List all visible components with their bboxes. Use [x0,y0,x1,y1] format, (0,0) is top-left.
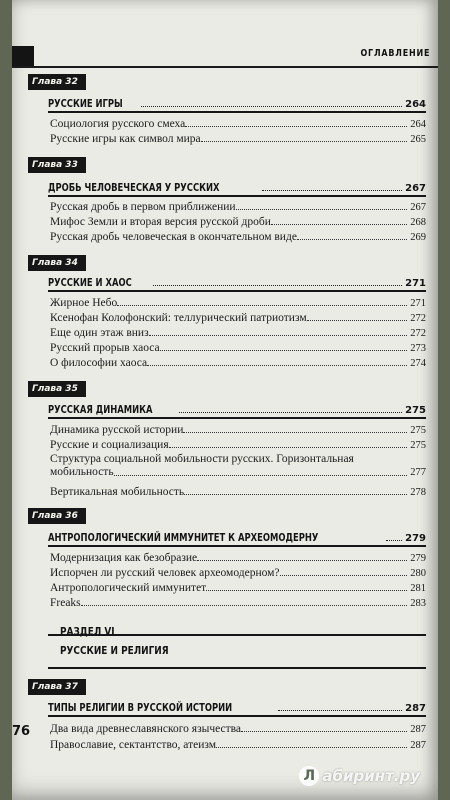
entry-title: Православие, сектантство, атеизм [50,739,217,751]
chapter-rule [48,715,426,717]
toc-entry [50,422,426,436]
section-label: РАЗДЕЛ VI [60,626,115,638]
entry-title: Динамика русской истории [50,424,184,436]
chapter-title-row [48,96,426,110]
toc-entry [50,595,426,609]
entry-title: Социология русского смеха [50,118,186,130]
header-black-block [12,46,34,66]
entry-page: 274 [410,358,426,369]
chapter-page: 275 [405,405,426,416]
labirint-logo-icon: Л [299,766,319,786]
entry-page: 283 [410,598,426,609]
leader-dots [197,559,407,561]
leader-dots [160,349,408,351]
leader-dots [236,208,408,210]
leader-dots [278,709,402,711]
chapter-title: РУССКАЯ ДИНАМИКА [48,404,153,416]
chapter-title: АНТРОПОЛОГИЧЕСКИЙ ИММУНИТЕТ К АРХЕОМОДЕРНУ [48,532,319,544]
entry-title-line2-row [50,466,426,479]
toc-entry [50,437,426,451]
toc-entry [50,355,426,369]
entry-page: 279 [410,553,426,564]
toc-entry [50,484,426,498]
entry-page: 273 [410,343,426,354]
toc-entry [50,340,426,354]
entry-title: Мифос Земли и вторая версия русской дроби [50,216,271,228]
entry-title: Freaks [50,597,81,609]
toc-entry [50,737,426,751]
leader-dots [117,304,407,306]
toc-entry [50,214,426,228]
chapter-rule [48,290,426,292]
toc-entry [50,565,426,579]
chapter-page: 279 [405,533,426,544]
chapter-tag: Глава 35 [28,381,86,397]
chapter-tag: Глава 32 [28,74,86,90]
leader-dots [206,589,407,591]
page-header [12,46,438,68]
entry-title: Испорчен ли русский человек археомодерном? [50,567,280,579]
leader-dots [149,334,408,336]
entry-title-line1: Структура социальной мобильности русских. Горизонтальная [50,453,354,465]
entry-title: Вертикальная мобильность [50,486,185,498]
leader-dots [216,746,407,748]
entry-page: 271 [410,298,426,309]
entry-title: Русские игры как символ мира [50,133,201,145]
leader-dots [147,364,407,366]
toc-entry-wrapped [50,453,426,479]
chapter-page: 264 [405,99,426,110]
entry-title: О философии хаоса [50,357,148,369]
chapter-tag: Глава 33 [28,157,86,173]
leader-dots [141,105,402,107]
watermark-text: абиринт.ру [322,767,420,785]
toc-entry [50,199,426,213]
toc-entry [50,131,426,145]
entry-title: Русский прорыв хаоса [50,342,160,354]
entry-page: 287 [410,740,426,751]
toc-entry [50,295,426,309]
toc-entry [50,325,426,339]
entry-page: 280 [410,568,426,579]
entry-page: 277 [410,467,426,478]
entry-page: 265 [410,134,426,145]
entry-page: 269 [410,232,426,243]
chapter-title-row [48,700,426,714]
chapter-rule [48,195,426,197]
entry-page: 268 [410,217,426,228]
leader-dots [297,238,407,240]
chapter-title-row [48,275,426,289]
leader-dots [262,189,402,191]
chapter-rule [48,111,426,113]
leader-dots [81,604,408,606]
entry-page: 272 [410,313,426,324]
leader-dots [185,125,407,127]
leader-dots [183,431,407,433]
toc-entry [50,721,426,735]
chapter-tag: Глава 36 [28,508,86,524]
book-page [12,0,438,800]
entry-page: 272 [410,328,426,339]
entry-page: 275 [410,425,426,436]
entry-page: 281 [410,583,426,594]
leader-dots [179,411,402,413]
entry-title-line2: мобильность [50,466,114,478]
leader-dots [201,140,408,142]
entry-title: Русские и социализация [50,439,169,451]
chapter-title: РУССКИЕ И ХАОС [48,277,132,289]
leader-dots [307,319,408,321]
entry-page: 287 [410,724,426,735]
leader-dots [271,223,407,225]
chapter-title-row [48,180,426,194]
watermark [299,766,420,786]
entry-title: Жирное Небо [50,297,118,309]
chapter-rule [48,417,426,419]
entry-title: Антропологический иммунитет [50,582,207,594]
entry-page: 278 [410,487,426,498]
toc-entry [50,116,426,130]
toc-entry [50,310,426,324]
entry-title: Русская дробь в первом приближении [50,201,236,213]
chapter-title-row [48,402,426,416]
chapter-page: 267 [405,183,426,194]
toc-entry [50,580,426,594]
page-number: 76 [12,724,30,739]
entry-title: Два вида древнеславянского язычества [50,723,242,735]
chapter-page: 287 [405,703,426,714]
entry-title: Ксенофан Колофонский: теллурический патриотизм [50,312,307,324]
chapter-title-row [48,530,426,544]
entry-title: Русская дробь человеческая в окончательном виде [50,231,297,243]
leader-dots [184,493,407,495]
leader-dots [386,539,402,541]
chapter-page: 271 [405,278,426,289]
entry-page: 275 [410,440,426,451]
entry-title: Еще один этаж вниз [50,327,149,339]
chapter-title: ТИПЫ РЕЛИГИИ В РУССКОЙ ИСТОРИИ [48,702,233,714]
section-title: РУССКИЕ И РЕЛИГИЯ [60,645,169,657]
chapter-tag: Глава 37 [28,679,86,695]
toc-entry [50,550,426,564]
entry-page: 264 [410,119,426,130]
toc-entry [50,229,426,243]
section-heading [48,626,426,669]
chapter-rule [48,545,426,547]
entry-page: 267 [410,202,426,213]
leader-dots [153,284,402,286]
chapter-title: ДРОБЬ ЧЕЛОВЕЧЕСКАЯ У РУССКИХ [48,182,220,194]
header-title: ОГЛАВЛЕНИЕ [360,48,430,59]
leader-dots [169,446,408,448]
entry-title: Модернизация как безобразие [50,552,198,564]
chapter-tag: Глава 34 [28,255,86,271]
leader-dots [241,730,407,732]
chapter-title: РУССКИЕ ИГРЫ [48,98,123,110]
leader-dots [280,574,408,576]
leader-dots [114,474,408,476]
